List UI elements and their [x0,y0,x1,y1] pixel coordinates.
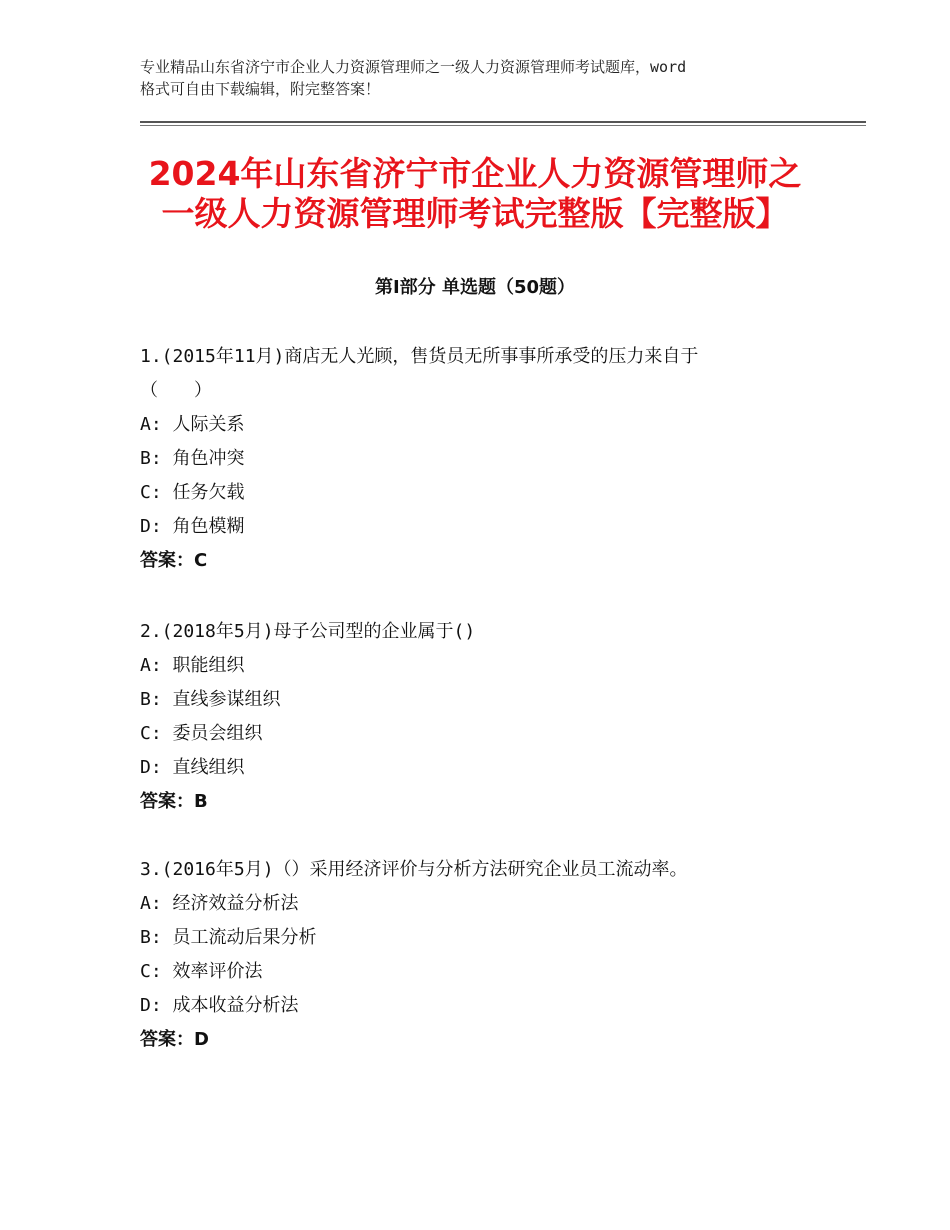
option-b: B: 员工流动后果分析 [140,927,317,948]
question-2 [140,615,830,819]
option-c: C: 任务欠载 [140,482,245,503]
answer: 答案：C [140,550,208,571]
section-heading: 第Ⅰ部分 单选题（50题） [374,277,575,298]
option-a: A: 职能组织 [140,655,245,676]
option-d: D: 成本收益分析法 [140,995,299,1016]
header-note-line-1: 专业精品山东省济宁市企业人力资源管理师之一级人力资源管理师考试题库，word [140,58,687,76]
header-divider-thick [140,121,866,123]
header-divider-thin [140,125,866,126]
option-a: A: 人际关系 [140,414,245,435]
question-stem: 1.(2015年11月)商店无人光顾，售货员无所事事所承受的压力来自于 [140,346,699,367]
answer: 答案：B [140,791,208,812]
header-note-line-2: 格式可自由下载编辑，附完整答案！ [140,80,381,98]
option-c: C: 效率评价法 [140,961,263,982]
option-d: D: 角色模糊 [140,516,245,537]
document-title-line-2: 一级人力资源管理师考试完整版【完整版】 [161,194,789,233]
option-a: A: 经济效益分析法 [140,893,299,914]
document-title-line-1: 2024年山东省济宁市企业人力资源管理师之 [148,154,802,193]
option-d: D: 直线组织 [140,757,245,778]
option-c: C: 委员会组织 [140,723,263,744]
document-title [100,154,850,234]
question-1 [140,340,830,578]
option-b: B: 直线参谋组织 [140,689,281,710]
header-note [140,56,840,100]
question-stem: 2.(2018年5月)母子公司型的企业属于() [140,621,476,642]
answer: 答案：D [140,1029,209,1050]
option-b: B: 角色冲突 [140,448,245,469]
question-stem-continued: （ ） [140,380,212,401]
question-3 [140,853,830,1057]
question-stem: 3.(2016年5月)（）采用经济评价与分析方法研究企业员工流动率。 [140,859,688,880]
